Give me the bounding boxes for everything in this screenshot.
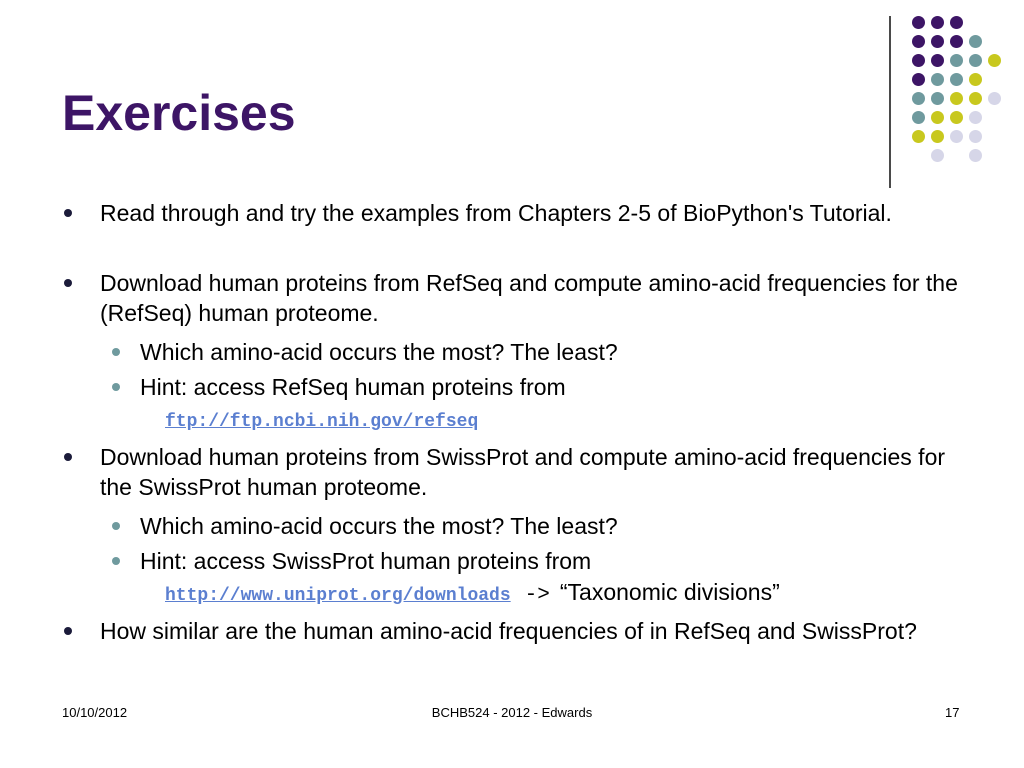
bullet-dot — [64, 279, 72, 287]
refseq-ftp-link[interactable]: ftp://ftp.ncbi.nih.gov/refseq — [165, 412, 479, 432]
uniprot-link-line — [165, 577, 780, 611]
footer-page-number: 17 — [945, 705, 960, 720]
bullet-dot — [64, 209, 72, 217]
sub-bullet-dot — [112, 383, 120, 391]
footer-date: 10/10/2012 — [62, 705, 128, 720]
bullet-dot — [64, 453, 72, 461]
sub-bullet-2-1: Which amino-acid occurs the most? The least? — [140, 339, 618, 365]
sub-bullet-dot — [112, 522, 120, 530]
sub-bullet-3-2: Hint: access SwissProt human proteins from — [140, 548, 592, 574]
taxonomic-divisions-text: “Taxonomic divisions” — [559, 579, 780, 605]
sub-bullet-2-2: Hint: access RefSeq human proteins from — [140, 374, 566, 400]
bullet-4: How similar are the human amino-acid frequencies of in RefSeq and SwissProt? — [100, 618, 917, 644]
bullet-3: Download human proteins from SwissProt and compute amino-acid frequencies for the SwissProt human proteome. — [100, 444, 946, 500]
bullet-1: Read through and try the examples from Chapters 2-5 of BioPython's Tutorial. — [100, 200, 892, 226]
sub-bullet-dot — [112, 557, 120, 565]
uniprot-downloads-link[interactable]: http://www.uniprot.org/downloads — [165, 586, 511, 606]
refseq-link-line — [165, 403, 478, 437]
footer-course: BCHB524 - 2012 - Edwards — [431, 705, 593, 720]
bullet-2: Download human proteins from RefSeq and compute amino-acid frequencies for the (RefSeq) human proteome. — [100, 270, 958, 326]
bullet-dot — [64, 627, 72, 635]
slide-title: Exercises — [62, 85, 296, 141]
sub-bullet-3-1: Which amino-acid occurs the most? The least? — [140, 513, 618, 539]
arrow-text: -> — [524, 584, 550, 607]
sub-bullet-dot — [112, 348, 120, 356]
